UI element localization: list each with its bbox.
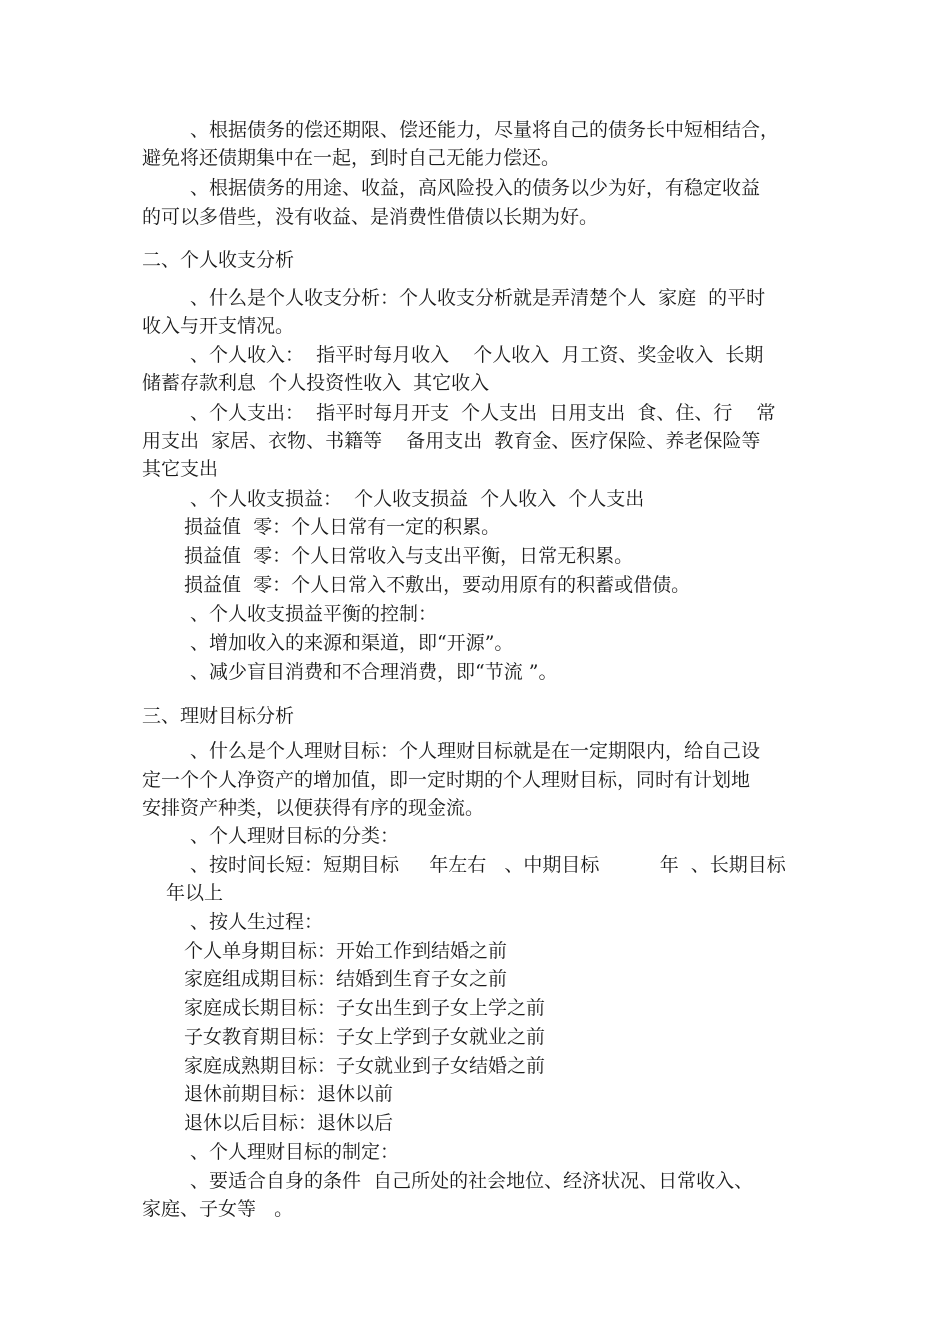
text-line: 、什么是个人理财目标：个人理财目标就是在一定期限内，给自己设 [190, 740, 761, 762]
text-line: 用支出 家居、衣物、书籍等 备用支出 教育金、医疗保险、养老保险等 [142, 430, 761, 452]
text-line: 、个人收入： 指平时每月收入 个人收入 月工资、奖金收入 长期 [190, 344, 764, 366]
text-line: 、减少盲目消费和不合理消费，即“节流 ”。 [190, 661, 558, 683]
text-line: 避免将还债期集中在一起，到时自己无能力偿还。 [142, 147, 561, 169]
text-line: 、要适合自身的条件 自己所处的社会地位、经济状况、日常收入、 [190, 1170, 754, 1192]
text-line: 、什么是个人收支分析：个人收支分析就是弄清楚个人 家庭 的平时 [190, 287, 766, 309]
text-line: 家庭成熟期目标：子女就业到子女结婚之前 [184, 1055, 546, 1077]
text-line: 的可以多借些，没有收益、是消费性借债以长期为好。 [142, 206, 599, 228]
text-line: 、个人收支损益平衡的控制： [190, 603, 438, 625]
text-line: 个人单身期目标：开始工作到结婚之前 [184, 940, 508, 962]
text-line: 、个人收支损益： 个人收支损益 个人收入 个人支出 [190, 488, 645, 510]
text-line: 损益值 零：个人日常入不敷出，要动用原有的积蓄或借债。 [184, 574, 691, 596]
text-line: 年以上 [166, 882, 224, 904]
text-line: 家庭成长期目标：子女出生到子女上学之前 [184, 997, 546, 1019]
text-line: 、个人理财目标的制定： [190, 1141, 400, 1163]
text-line: 、按人生过程： [190, 911, 324, 933]
text-line: 储蓄存款利息 个人投资性收入 其它收入 [142, 372, 490, 394]
text-line: 、根据债务的用途、收益，高风险投入的债务以少为好，有稳定收益 [190, 177, 761, 199]
section-heading: 二、个人收支分析 [142, 249, 295, 271]
text-line: 、个人支出： 指平时每月开支 个人支出 日用支出 食、住、行 常 [190, 402, 776, 424]
text-line: 、个人理财目标的分类： [190, 825, 400, 847]
text-line: 子女教育期目标：子女上学到子女就业之前 [184, 1026, 546, 1048]
section-heading: 三、理财目标分析 [142, 705, 295, 727]
text-line: 损益值 零：个人日常收入与支出平衡，日常无积累。 [184, 545, 634, 567]
text-line: 退休以后目标：退休以后 [184, 1112, 394, 1134]
text-line: 退休前期目标：退休以前 [184, 1083, 394, 1105]
text-line: 、增加收入的来源和渠道，即“开源”。 [190, 632, 514, 654]
text-line: 定一个个人净资产的增加值，即一定时期的个人理财目标，同时有计划地 [142, 769, 751, 791]
text-line: 安排资产种类，以便获得有序的现金流。 [142, 797, 485, 819]
text-line: 、按时间长短：短期目标 年左右 、中期目标 年 、长期目标 [190, 854, 786, 876]
text-line: 、根据债务的偿还期限、偿还能力，尽量将自己的债务长中短相结合， [190, 119, 780, 141]
text-line: 收入与开支情况。 [142, 315, 295, 337]
text-line: 家庭组成期目标：结婚到生育子女之前 [184, 968, 508, 990]
text-line: 其它支出 [142, 458, 219, 480]
text-line: 损益值 零：个人日常有一定的积累。 [184, 516, 501, 538]
text-line: 家庭、子女等 。 [142, 1198, 294, 1220]
